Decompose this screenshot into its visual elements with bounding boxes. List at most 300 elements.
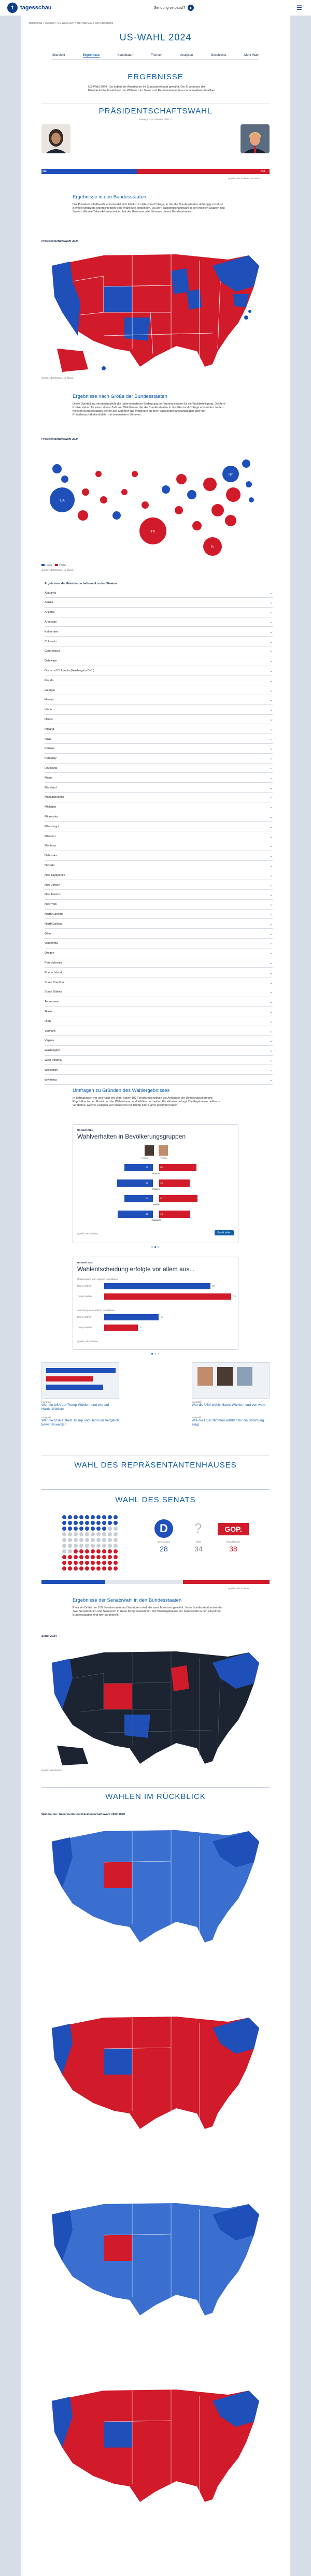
senate-map-label: Senat 2024 (41, 1635, 57, 1638)
teaser-kicker: Infografik (192, 1416, 202, 1419)
senate-bar-rep (183, 1580, 270, 1584)
card1-row-label: Frauen (152, 1188, 160, 1190)
state-name: District of Columbia (Washington D.C.) (45, 669, 94, 672)
rep-label: Republikaner (226, 1541, 241, 1543)
card2-title: Wahlentscheidung erfolgte vor allem aus... (77, 1265, 195, 1273)
chevron-down-icon: ⌄ (270, 1019, 273, 1024)
card2-source: Quelle: NBC/Edison (77, 1340, 98, 1343)
states-results-heading: Ergebnisse in den Bundesstaaten (73, 194, 147, 200)
state-accordion-row[interactable] (45, 676, 273, 685)
state-accordion-row[interactable] (45, 832, 273, 841)
state-accordion-row[interactable] (45, 881, 273, 890)
svg-text:TX: TX (150, 530, 156, 534)
tab-bar (52, 54, 259, 60)
senate-seat (62, 1515, 66, 1519)
senate-seat (68, 1544, 72, 1548)
state-accordion-row[interactable] (45, 871, 273, 880)
chevron-down-icon: ⌄ (270, 688, 273, 693)
state-name: Alabama (45, 591, 56, 595)
senate-seat (74, 1544, 78, 1548)
state-name: Texas (45, 1010, 52, 1013)
open-seats-icon: ? (194, 1520, 202, 1536)
logo[interactable] (7, 3, 52, 13)
senate-seat (68, 1561, 72, 1565)
card1-value-left: 52 (146, 1213, 149, 1215)
state-name: Nebraska (45, 854, 57, 858)
teaser-thumbnail (192, 1362, 270, 1399)
chevron-down-icon: ⌄ (270, 873, 273, 877)
live-label: Sendung verpasst? (154, 6, 186, 10)
senate-seat (74, 1515, 78, 1519)
state-accordion-row[interactable] (45, 822, 273, 831)
chevron-down-icon: ⌄ (270, 1068, 273, 1072)
teaser-title: Wer die USA wählt: Harris-Wählern und von wem (192, 1403, 265, 1407)
state-accordion-row[interactable] (45, 627, 273, 637)
state-accordion-row[interactable] (45, 725, 273, 734)
state-name: Maine (45, 776, 53, 780)
senate-seat (108, 1521, 112, 1525)
card1-row-label: Männer (152, 1172, 160, 1175)
state-accordion-row[interactable] (45, 617, 273, 627)
chevron-down-icon: ⌄ (270, 990, 273, 995)
chevron-down-icon: ⌄ (270, 903, 273, 907)
president-heading: PRÄSIDENTSCHAFTSWAHL (98, 107, 213, 116)
senate-seat (96, 1566, 101, 1571)
tab-topics[interactable]: Themen (151, 54, 163, 57)
state-accordion-row[interactable] (45, 1066, 273, 1075)
card2-kicker: US-Wahl 2024 (77, 1261, 93, 1264)
state-accordion-row[interactable] (45, 666, 273, 675)
chevron-down-icon: ⌄ (270, 659, 273, 664)
senate-seat (68, 1549, 72, 1553)
card1-value-right: 55 (160, 1166, 163, 1169)
top-bar (0, 0, 311, 16)
senate-source: Quelle: NBC/Edison (228, 1587, 249, 1590)
senate-seat (96, 1527, 101, 1531)
logo-icon: t (7, 3, 18, 13)
state-name: Iowa (45, 737, 51, 741)
senate-seat (108, 1515, 112, 1519)
card1-value-right: 57 (160, 1197, 163, 1200)
chevron-down-icon: ⌄ (270, 591, 273, 595)
chevron-down-icon: ⌄ (270, 825, 273, 829)
senate-seat (79, 1544, 83, 1548)
card1-bar-trump (159, 1195, 197, 1202)
chevron-down-icon: ⌄ (270, 601, 273, 605)
state-accordion-row[interactable] (45, 657, 273, 666)
teaser-card[interactable] (192, 1362, 270, 1407)
state-name: West Virginia (45, 1058, 62, 1062)
state-name: South Dakota (45, 990, 62, 994)
card1-trump-thumb (159, 1145, 168, 1156)
senate-seat (114, 1532, 118, 1536)
state-accordion-row[interactable] (45, 939, 273, 948)
chevron-down-icon: ⌄ (270, 961, 273, 965)
teaser-kicker: Infografik (41, 1416, 51, 1419)
senate-seat (102, 1544, 106, 1548)
senate-seat (91, 1515, 95, 1519)
state-name: Minnesota (45, 815, 58, 818)
chevron-down-icon: ⌄ (270, 620, 273, 624)
state-accordion-row[interactable] (45, 852, 273, 861)
senate-seat (108, 1555, 112, 1559)
senate-seat (68, 1515, 72, 1519)
page-content (21, 16, 290, 2576)
logo-text: tagesschau (20, 5, 52, 11)
chevron-down-icon: ⌄ (270, 1039, 273, 1043)
chevron-down-icon: ⌄ (270, 864, 273, 868)
state-accordion-row[interactable] (45, 919, 273, 929)
history-map-label: Wahlkarten: Gewinnerinnen Präsidentschaftswahl 1992-2020 (41, 1813, 125, 1816)
state-accordion-row[interactable] (45, 949, 273, 958)
state-accordion-row[interactable] (45, 968, 273, 977)
state-name: Louisiana (45, 766, 57, 770)
tab-analyses[interactable]: Analysen (180, 54, 193, 57)
state-accordion-row[interactable] (45, 842, 273, 851)
card1-row-label: Weiße (152, 1203, 160, 1206)
senate-seat (102, 1532, 106, 1536)
card1-value-right: 46 (160, 1213, 163, 1215)
history-map-year[interactable] (52, 2017, 259, 2129)
state-name: South Carolina (45, 981, 64, 984)
senate-seat (102, 1527, 106, 1531)
senate-seat (85, 1527, 89, 1531)
card2-bar (104, 1293, 231, 1300)
live-button[interactable] (154, 5, 194, 11)
state-accordion-row[interactable] (45, 608, 273, 617)
states-map-source: Quelle: NBC/Edison, ca-Stand... (41, 377, 75, 379)
card1-row-label: Hispanics (151, 1219, 161, 1221)
state-accordion-row[interactable] (45, 1007, 273, 1016)
tab-overview[interactable]: Übersicht (52, 54, 65, 57)
state-accordion-row[interactable] (45, 1056, 273, 1065)
state-name: North Dakota (45, 922, 62, 926)
state-accordion-row[interactable] (45, 900, 273, 910)
card1-kicker: US-Wahl 2024 (77, 1129, 93, 1131)
bubble-heading: Ergebnisse nach Größe der Bundesstaaten (73, 394, 167, 399)
harris-portrait (41, 124, 70, 153)
history-map-year[interactable] (52, 2203, 259, 2315)
chevron-down-icon: ⌄ (270, 796, 273, 800)
legend-dem: Harris (41, 564, 52, 566)
chevron-down-icon: ⌄ (270, 1058, 273, 1062)
card1-value-left: 42 (146, 1166, 149, 1169)
chevron-down-icon: ⌄ (270, 727, 273, 731)
senate-seat (79, 1521, 83, 1525)
open-label: offen (196, 1541, 201, 1543)
history-map[interactable] (41, 1821, 270, 2567)
state-accordion-row[interactable] (45, 696, 273, 705)
chevron-down-icon: ⌄ (270, 717, 273, 722)
card1-source: Quelle: NBC/Edison (77, 1232, 98, 1235)
state-name: Oregon (45, 952, 54, 955)
senate-seat (85, 1561, 89, 1565)
state-name: Georgia (45, 688, 55, 692)
senate-seat (102, 1561, 106, 1565)
teaser-kicker: Infografik (192, 1401, 202, 1403)
history-map-year[interactable] (52, 2390, 259, 2502)
card1-value-right: 45 (160, 1182, 163, 1184)
state-accordion-row[interactable] (45, 598, 273, 608)
state-accordion-row[interactable] (45, 1017, 273, 1026)
state-name: New Mexico (45, 893, 61, 897)
senate-map-source: Quelle: NBC/Edison (41, 1769, 63, 1772)
senate-seat (74, 1538, 78, 1542)
senate-seat (62, 1527, 66, 1531)
hamburger-menu-icon[interactable]: ☰ (296, 4, 302, 11)
senate-heading: WAHL DES SENATS (115, 1495, 196, 1504)
senate-seat (68, 1538, 72, 1542)
state-name: Connecticut (45, 650, 60, 653)
svg-text:CA: CA (60, 499, 65, 502)
dem-label: Demokraten (157, 1541, 171, 1543)
state-accordion-row[interactable] (45, 1046, 273, 1056)
senate-seat (102, 1515, 106, 1519)
state-name: Arizona (45, 611, 54, 614)
chevron-down-icon: ⌄ (270, 952, 273, 956)
card2-row-label: Trump-Wähler (77, 1295, 92, 1298)
state-accordion-row[interactable] (45, 754, 273, 764)
survey-heading: Umfragen zu Gründen des Wahlergebnisses (73, 1088, 170, 1093)
state-accordion-row[interactable] (45, 1037, 273, 1046)
state-name: Rhode Island (45, 971, 62, 974)
chevron-down-icon: ⌄ (270, 766, 273, 770)
svg-text:NY: NY (228, 473, 233, 477)
card1-title: Wahlverhalten in Bevölkerungsgruppen (77, 1133, 186, 1140)
state-accordion-row[interactable] (45, 998, 273, 1007)
tab-results[interactable]: Ergebnisse (82, 54, 100, 57)
senate-bar-dem (41, 1580, 105, 1584)
senate-seat (62, 1549, 66, 1553)
senate-seat (62, 1521, 66, 1525)
card1-bar-trump (159, 1164, 196, 1171)
senate-seat (102, 1521, 106, 1525)
chevron-down-icon: ⌄ (270, 1049, 273, 1053)
senate-seat (91, 1527, 95, 1531)
state-accordion-row[interactable] (45, 793, 273, 802)
senate-seat (96, 1515, 101, 1519)
state-name: Nevada (45, 864, 55, 867)
card2-pagination[interactable] (151, 1353, 159, 1355)
senate-seat (114, 1538, 118, 1542)
senate-seat (74, 1521, 78, 1525)
state-accordion-row[interactable] (45, 647, 273, 656)
senate-seat (91, 1561, 95, 1565)
chevron-down-icon: ⌄ (270, 679, 273, 683)
senate-seat (68, 1532, 72, 1536)
state-accordion-row[interactable] (45, 637, 273, 646)
state-accordion-row[interactable] (45, 988, 273, 997)
state-accordion-row[interactable] (45, 803, 273, 812)
chevron-down-icon: ⌄ (270, 844, 273, 848)
us-states-map[interactable] (41, 245, 270, 375)
senate-seat (91, 1521, 95, 1525)
senate-seat (79, 1515, 83, 1519)
state-accordion-row[interactable] (45, 783, 273, 793)
chevron-down-icon: ⌄ (270, 757, 273, 761)
senate-seat (85, 1515, 89, 1519)
state-accordion-row[interactable] (45, 978, 273, 987)
card2-row-label: Harris-Wähler (77, 1285, 92, 1287)
senate-seat (108, 1549, 112, 1553)
card2-row-label: Trump-Wähler (77, 1326, 92, 1329)
state-accordion-row[interactable] (45, 958, 273, 968)
card1-pagination[interactable] (151, 1246, 159, 1248)
state-accordion-row[interactable] (45, 588, 273, 598)
senate-seat (114, 1561, 118, 1565)
state-accordion-row[interactable] (45, 1075, 273, 1085)
history-heading: WAHLEN IM RÜCKBLICK (105, 1792, 206, 1801)
senate-seat (102, 1555, 106, 1559)
senate-seat (68, 1566, 72, 1571)
senate-states-text: Etwa ein Drittel der 100 Senatorinnen und Senatoren wird alle zwei Jahre neu gewählt: Jeder Bundesstaat entsendet zwei Senatorinnen und Senatoren in diese Kongresskammer. Die Wahlergebnisse der Senatswahl in den einzelnen Bundesstaaten sind hier dargestellt. (73, 1606, 223, 1617)
card2-bar (104, 1283, 210, 1289)
card1-share-button[interactable]: Grafik teilen (215, 1230, 234, 1235)
state-name: Colorado (45, 640, 56, 643)
teaser-thumbnail (41, 1362, 119, 1399)
state-name: Massachusetts (45, 796, 64, 799)
state-name: Kansas (45, 747, 54, 751)
teaser-kicker: Infografik (41, 1401, 51, 1403)
card2-value: 66 (212, 1285, 215, 1287)
state-accordion-row[interactable] (45, 1027, 273, 1036)
senate-seat (79, 1538, 83, 1542)
tab-history[interactable]: Geschichte (210, 54, 227, 57)
chevron-down-icon: ⌄ (270, 747, 273, 751)
state-name: Illinois (45, 717, 53, 721)
senate-map[interactable] (41, 1642, 270, 1766)
senate-seat (91, 1555, 95, 1559)
survey-card-motives (73, 1257, 238, 1350)
democrat-logo-icon: D (154, 1519, 173, 1538)
state-name: Utah (45, 1019, 51, 1023)
state-accordion-row[interactable] (45, 686, 273, 695)
senate-seat (74, 1527, 78, 1531)
senate-seat (114, 1549, 118, 1553)
state-name: Missouri (45, 834, 55, 838)
state-name: Indiana (45, 727, 54, 731)
chevron-down-icon: ⌄ (270, 669, 273, 673)
teaser-card[interactable] (41, 1362, 119, 1412)
history-map-year[interactable] (52, 1830, 259, 1942)
state-accordion-row[interactable] (45, 812, 273, 822)
card1-harris-thumb (145, 1145, 154, 1156)
teaser-card[interactable] (192, 1414, 270, 1427)
senate-seat (91, 1566, 95, 1571)
card2-group2: Ablehnung des anderen Kandidaten (77, 1309, 115, 1312)
chevron-down-icon: ⌄ (270, 932, 273, 936)
state-name: Oklahoma (45, 942, 58, 945)
chevron-down-icon: ⌄ (270, 1078, 273, 1082)
state-accordion-row[interactable] (45, 764, 273, 773)
senate-seat (79, 1527, 83, 1531)
card2-bar (104, 1314, 159, 1320)
state-name: Tennessee (45, 1000, 59, 1004)
house-heading: WAHL DES REPRÄSENTANTENHAUSES (74, 1461, 237, 1470)
card2-row-label: Harris-Wähler (77, 1316, 92, 1318)
chevron-down-icon: ⌄ (270, 1000, 273, 1004)
senate-seat (85, 1555, 89, 1559)
senate-seat (91, 1532, 95, 1536)
senate-seat (108, 1561, 112, 1565)
survey-card-groups (73, 1124, 238, 1243)
legend-rep: Trump (55, 564, 66, 566)
trump-votes: 312 (261, 170, 265, 172)
senate-seat (68, 1555, 72, 1559)
states-map-label: Präsidentschaftswahl 2024 (41, 240, 79, 243)
senate-seat (79, 1555, 83, 1559)
state-accordion-row[interactable] (45, 715, 273, 724)
state-name: Vermont (45, 1029, 55, 1033)
tab-candidates[interactable]: Kandidaten (117, 54, 133, 57)
rep-seats: 38 (229, 1545, 237, 1553)
state-accordion-row[interactable] (45, 735, 273, 744)
chevron-down-icon: ⌄ (270, 630, 273, 634)
senate-seat (114, 1527, 118, 1531)
chevron-down-icon: ⌄ (270, 640, 273, 644)
senate-seat (85, 1549, 89, 1553)
chevron-down-icon: ⌄ (270, 815, 273, 819)
state-accordion-row[interactable] (45, 773, 273, 783)
senate-seat (114, 1566, 118, 1571)
senate-seat (102, 1538, 106, 1542)
trump-portrait (241, 124, 270, 153)
senate-seat (108, 1544, 112, 1548)
chevron-down-icon: ⌄ (270, 971, 273, 975)
state-accordion-row[interactable] (45, 744, 273, 754)
senate-seat (91, 1549, 95, 1553)
card1-col-left: Harris (142, 1157, 148, 1159)
bubble-map[interactable] (41, 443, 270, 562)
teaser-card[interactable] (41, 1414, 119, 1427)
chevron-down-icon: ⌄ (270, 776, 273, 780)
state-name: Montana (45, 844, 56, 848)
senate-seat (96, 1532, 101, 1536)
state-name: Pennsylvania (45, 961, 62, 965)
state-accordion-row[interactable] (45, 890, 273, 900)
chevron-down-icon: ⌄ (270, 708, 273, 712)
state-name: Kentucky (45, 757, 57, 760)
senate-seat (96, 1561, 101, 1565)
state-name: Alaska (45, 601, 53, 605)
state-name: Delaware (45, 659, 57, 663)
chevron-down-icon: ⌄ (270, 1010, 273, 1014)
state-accordion-row[interactable] (45, 929, 273, 939)
state-name: Florida (45, 679, 54, 682)
card1-bar-harris (124, 1195, 153, 1202)
senate-seat (96, 1538, 101, 1542)
chevron-down-icon: ⌄ (270, 883, 273, 887)
chevron-down-icon: ⌄ (270, 912, 273, 916)
state-name: New Hampshire (45, 873, 65, 877)
senate-seat (85, 1538, 89, 1542)
senate-seat (96, 1555, 101, 1559)
states-results-text: Der Präsidentschaftswahl entscheidet sich letztlich im Electoral College, in das die Bundesstaaten abhängig von ihrer Bevölkerungszahl unterschiedlich viele Wahlleute entsenden. Da der Präsidentschaftswahl in den meisten Staaten das System Winner-Takes-All entscheidet, hat der Gewinner alle Stimmen dieses Bundesstaates. (73, 203, 225, 213)
senate-seat (74, 1555, 78, 1559)
state-name: Ohio (45, 932, 51, 936)
senate-seat (85, 1521, 89, 1525)
state-name: Idaho (45, 708, 52, 712)
state-name: Virginia (45, 1039, 54, 1043)
state-accordion-row[interactable] (45, 910, 273, 919)
card1-bar-trump (159, 1179, 190, 1187)
tab-more[interactable]: Mehr Wahl (244, 54, 259, 57)
state-accordion-row[interactable] (45, 706, 273, 715)
senate-seat (108, 1538, 112, 1542)
play-icon: ▶ (188, 5, 194, 11)
state-accordion-row[interactable] (45, 861, 273, 870)
senate-seat (62, 1532, 66, 1536)
